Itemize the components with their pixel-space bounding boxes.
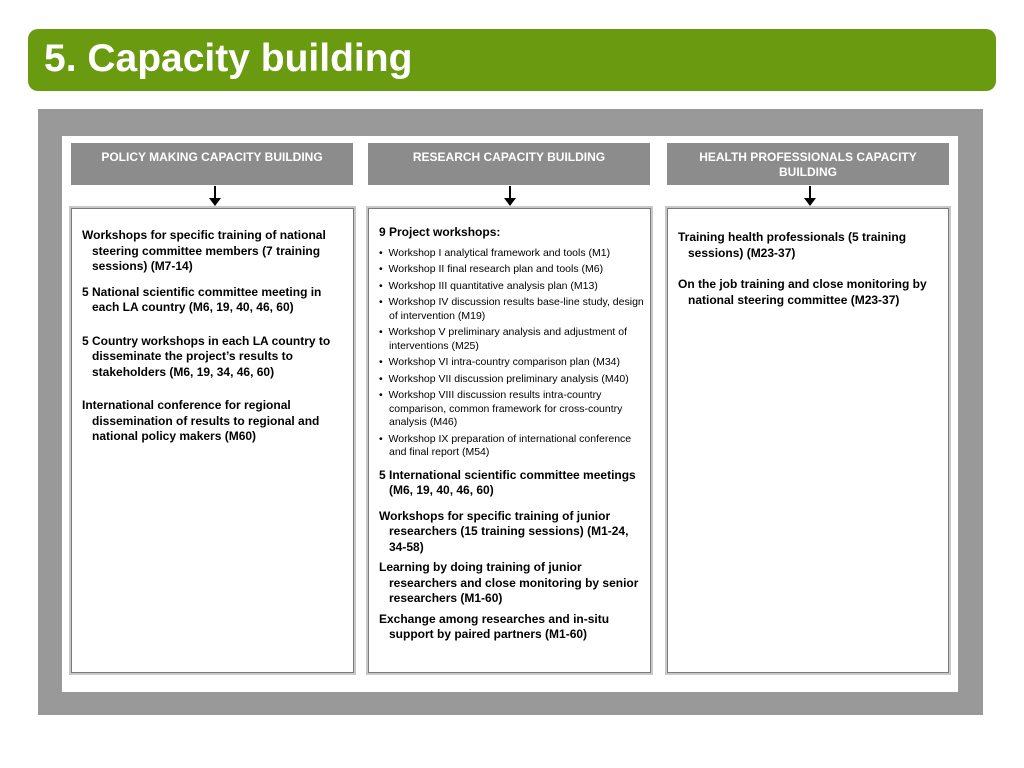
health-header <box>667 143 949 185</box>
page-title: 5. Capacity building <box>44 37 413 80</box>
policy-header-label: POLICY MAKING CAPACITY BUILDING <box>101 150 323 164</box>
research-arrow-icon <box>509 186 511 200</box>
policy-box <box>71 208 354 673</box>
policy-item: 5 National scientific committee meeting in each LA country (M6, 19, 40, 46, 60) <box>82 284 322 314</box>
title-bar <box>28 29 996 91</box>
health-header-label: HEALTH PROFESSIONALS CAPACITY BUILDING <box>699 150 917 179</box>
health-item: Training health professionals (5 training sessions) (M23-37) <box>678 230 907 260</box>
policy-arrow-icon <box>214 186 216 200</box>
research-item: Workshops for specific training of junior researchers (15 training sessions) (M1-24, 34-58) <box>379 508 629 554</box>
research-item: 5 International scientific committee meetings (M6, 19, 40, 46, 60) <box>379 467 636 497</box>
health-item: On the job training and close monitoring by national steering committee (M23-37) <box>678 277 927 307</box>
health-arrow-icon <box>809 186 811 200</box>
research-workshop-bullet: • Workshop VI intra-country comparison plan (M34) <box>379 356 644 370</box>
research-header-label: RESEARCH CAPACITY BUILDING <box>412 150 606 164</box>
research-workshop-bullet: • Workshop VII discussion preliminary analysis (M40) <box>379 373 644 387</box>
research-workshop-bullet: • Workshop I analytical framework and tools (M1) <box>379 247 644 261</box>
policy-item: Workshops for specific training of national steering committee members (7 training sessions) (M7-14) <box>82 228 326 273</box>
policy-header <box>71 143 353 185</box>
research-workshop-bullet: • Workshop III quantitative analysis plan (M13) <box>379 280 644 294</box>
research-workshop-bullet: • Workshop VIII discussion results intra-country comparison, common framework for cross-country analysis (M46) <box>379 389 644 430</box>
research-header <box>368 143 650 185</box>
policy-item: International conference for regional dissemination of results to regional and national policy makers (M60) <box>82 398 320 443</box>
research-workshop-bullet: • Workshop IX preparation of international conference and final report (M54) <box>379 433 644 460</box>
research-item: Exchange among researches and in-situ support by paired partners (M1-60) <box>379 611 610 641</box>
research-workshop-bullet: • Workshop II final research plan and tools (M6) <box>379 263 644 277</box>
research-item: Learning by doing training of junior researchers and close monitoring by senior researchers (M1-60) <box>379 560 639 605</box>
research-workshop-bullet: • Workshop IV discussion results base-line study, design of intervention (M19) <box>379 296 644 323</box>
research-intro: 9 Project workshops: <box>379 225 501 239</box>
policy-item: 5 Country workshops in each LA country to disseminate the project’s results to stakeholders (M6, 19, 34, 46, 60) <box>82 333 331 379</box>
research-box <box>368 208 651 673</box>
research-workshop-bullet: • Workshop V preliminary analysis and adjustment of interventions (M25) <box>379 326 644 353</box>
health-box <box>667 208 949 673</box>
